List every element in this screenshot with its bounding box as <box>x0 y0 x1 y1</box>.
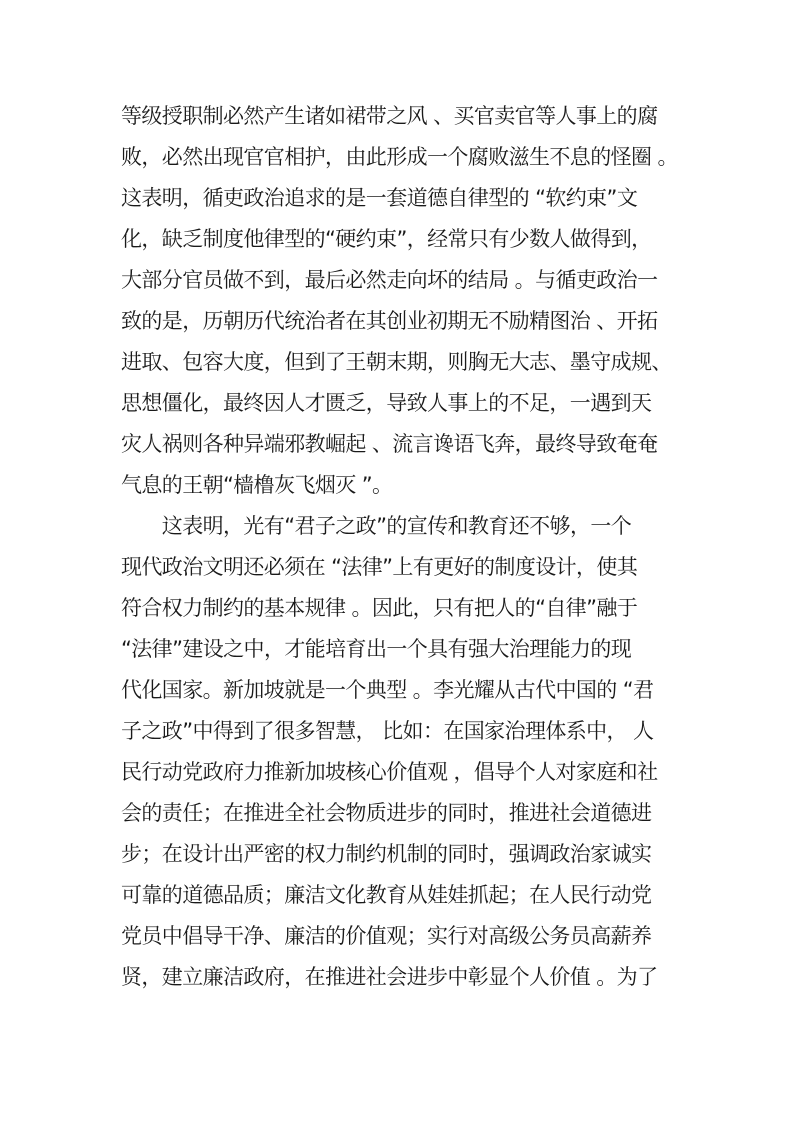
text-line: “法律”建设之中，才能培育出一个具有强大治理能力的现 <box>121 637 632 661</box>
text-line: 进取、包容大度，但到了王朝末期，则胸无大志、墨守成规、 <box>121 350 672 374</box>
text-line: 这表明，循吏政治追求的是一套道德自律型的 “软约束”文 <box>121 186 638 210</box>
text-line: 思想僵化，最终因人才匮乏，导致人事上的不足，一遇到天 <box>121 391 652 415</box>
text-line: 气息的王朝“樯橹灰飞烟灭 ”。 <box>121 473 393 497</box>
text-line: 这表明，光有“君子之政”的宣传和教育还不够，一个 <box>121 514 632 538</box>
text-line: 现代政治文明还必须在 “法律”上有更好的制度设计，使其 <box>121 555 638 579</box>
body-text <box>121 96 681 998</box>
text-line: 步；在设计出严密的权力制约机制的同时，强调政治家诚实 <box>121 842 652 866</box>
text-line: 等级授职制必然产生诸如裙带之风 、买官卖官等人事上的腐 <box>121 104 658 128</box>
text-line: 符合权力制约的基本规律 。因此，只有把人的“自律”融于 <box>121 596 638 620</box>
text-line: 可靠的道德品质；廉洁文化教育从娃娃抓起；在人民行动党 <box>121 883 652 907</box>
text-line: 败，必然出现官官相护，由此形成一个腐败滋生不息的怪圈 。 <box>121 145 678 169</box>
text-line: 子之政”中得到了很多智慧， 比如：在国家治理体系中， 人 <box>121 719 654 743</box>
text-line: 党员中倡导干净、廉洁的价值观；实行对高级公务员高薪养 <box>121 924 652 948</box>
text-line: 贤，建立廉洁政府，在推进社会进步中彰显个人价值 。为了 <box>121 965 658 989</box>
text-line: 化，缺乏制度他律型的“硬约束”，经常只有少数人做得到， <box>121 227 652 251</box>
text-line: 会的责任；在推进全社会物质进步的同时，推进社会道德进 <box>121 801 652 825</box>
text-line: 大部分官员做不到，最后必然走向坏的结局 。与循吏政治一 <box>121 268 658 292</box>
text-line: 民行动党政府力推新加坡核心价值观 ，倡导个人对家庭和社 <box>121 760 658 784</box>
text-line: 灾人祸则各种异端邪教崛起 、流言谗语飞奔，最终导致奄奄 <box>121 432 658 456</box>
text-line: 致的是，历朝历代统治者在其创业初期无不励精图治 、开拓 <box>121 309 658 333</box>
text-line: 代化国家。新加坡就是一个典型 。李光耀从古代中国的 “君 <box>121 678 654 702</box>
